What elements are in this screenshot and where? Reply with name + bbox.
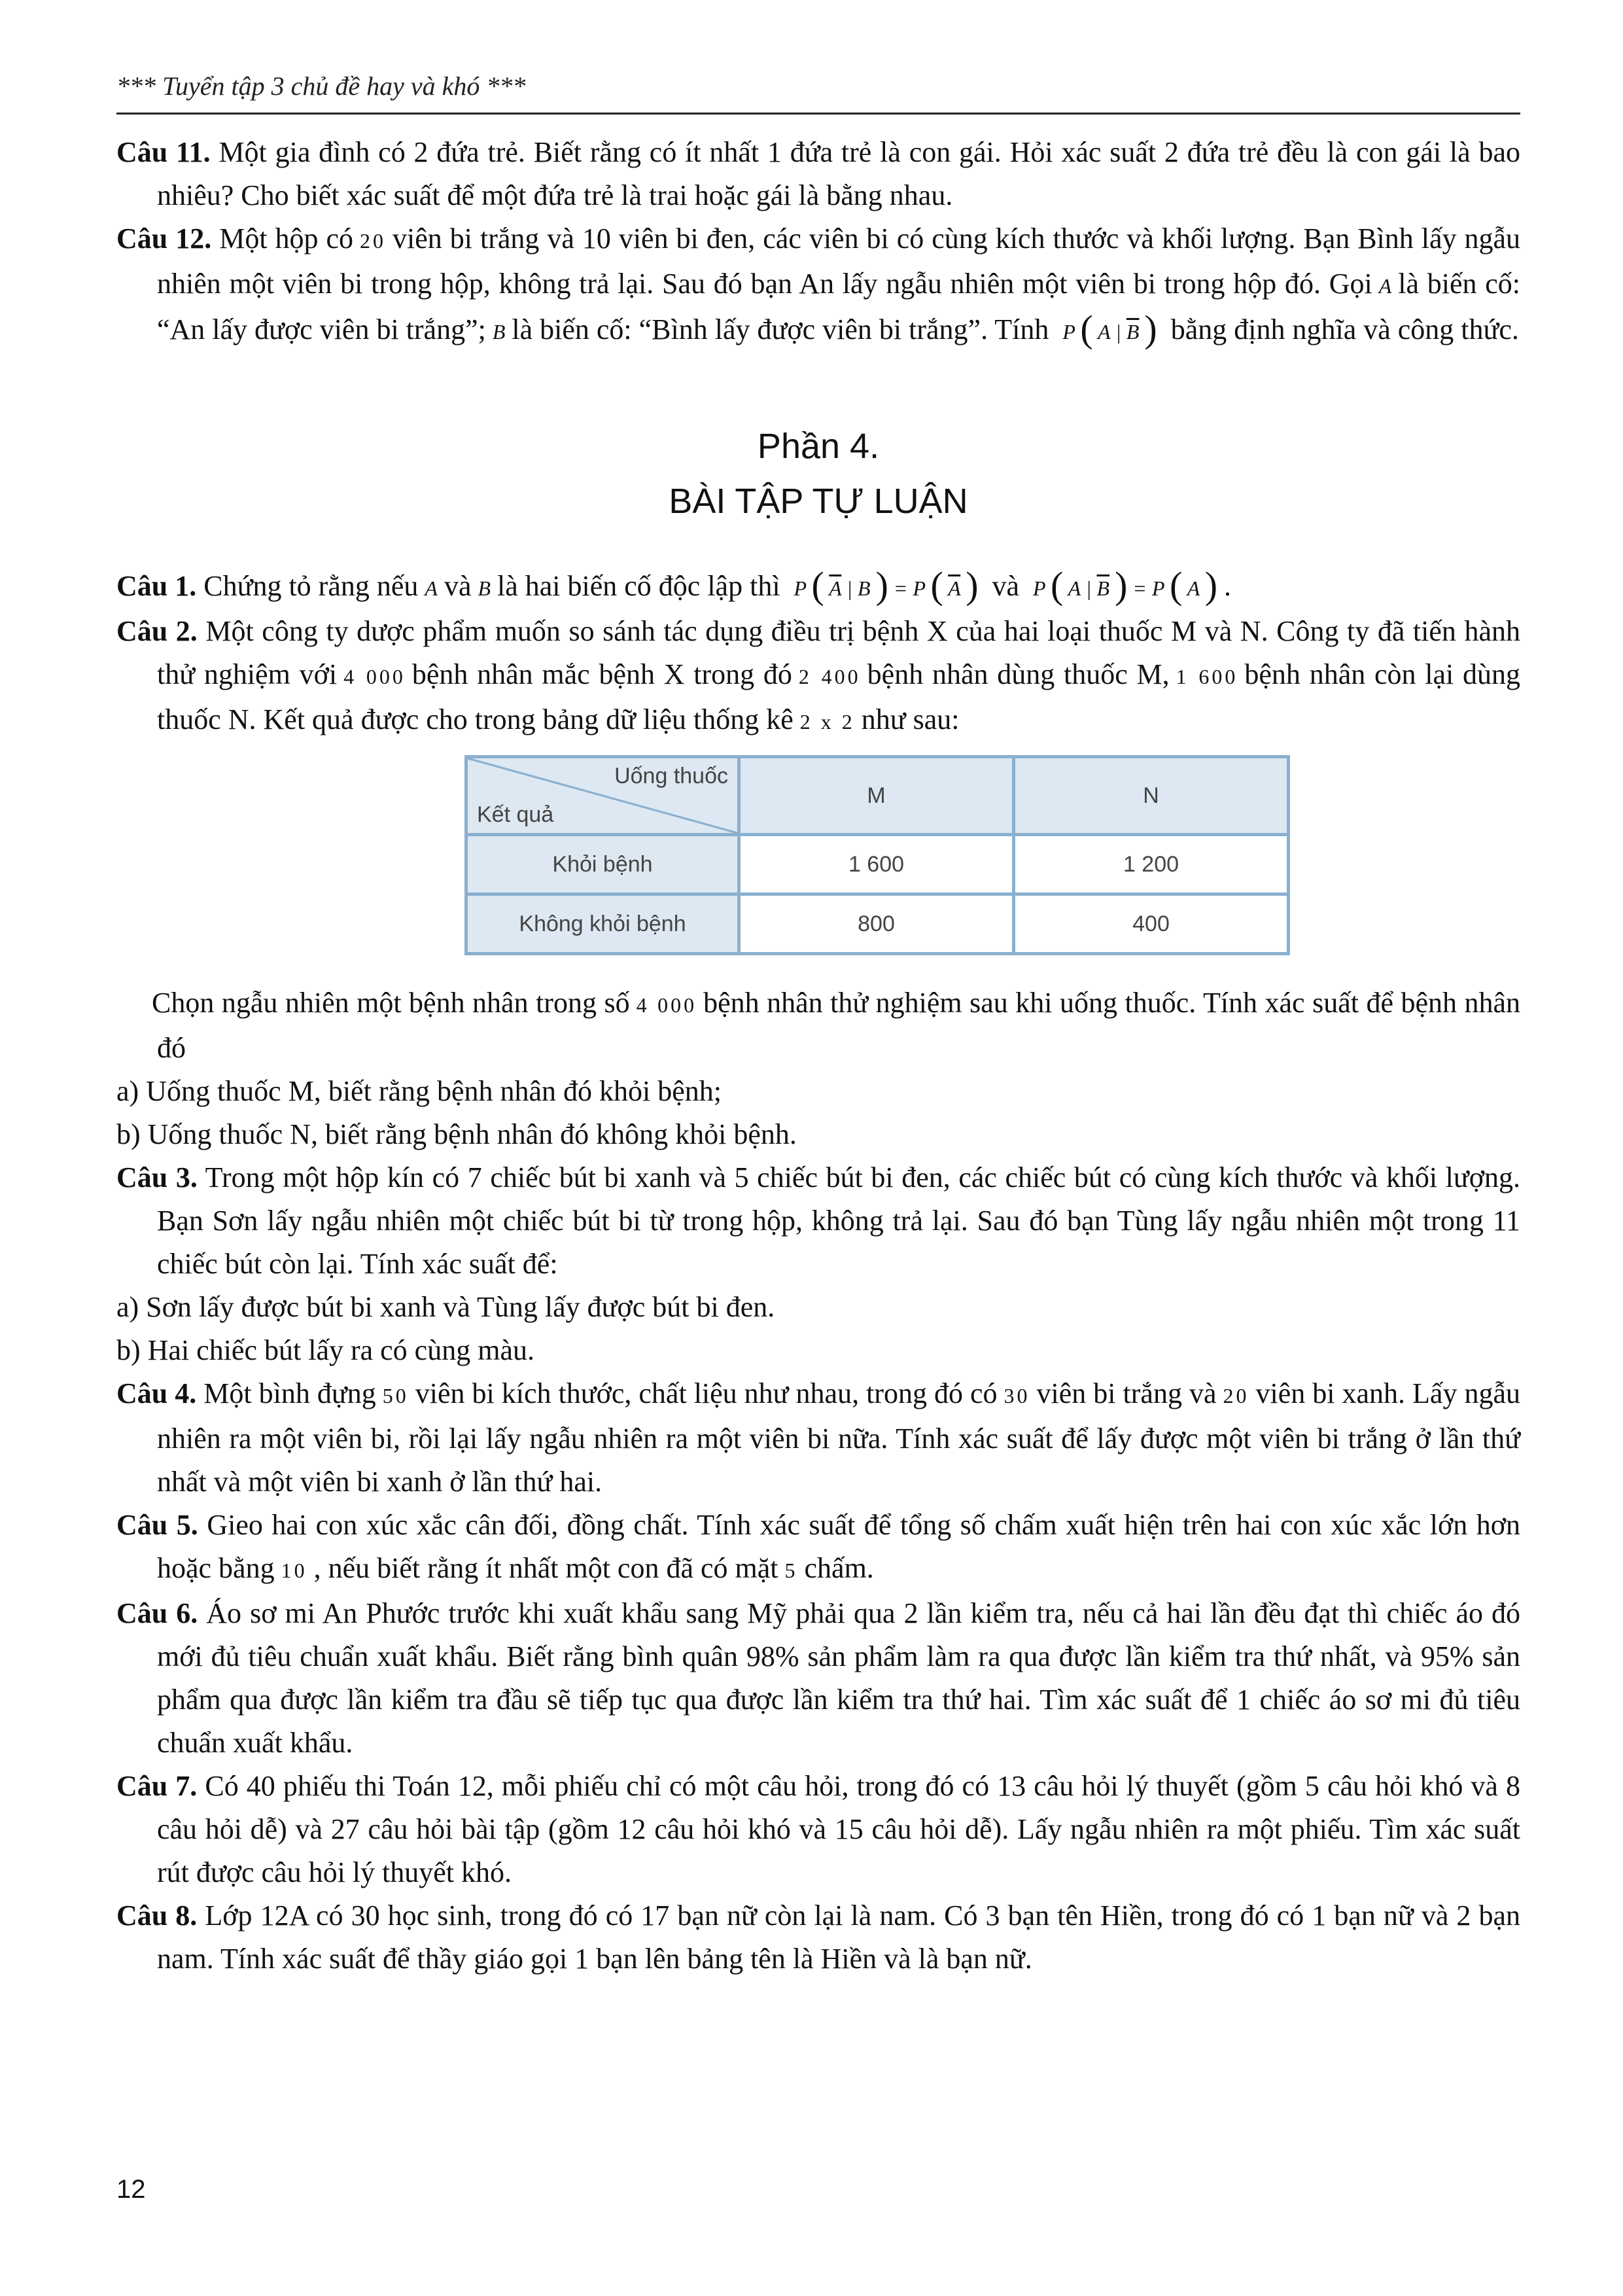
question-7 — [116, 1765, 1520, 1894]
text: là biến cố: “An lấy được viên bi trắng”; — [157, 268, 1520, 345]
results-table-wrapper — [464, 755, 1290, 955]
question-text: Trong một hộp kín có 7 chiếc bút bi xanh và 5 chiếc bút bi đen, các chiếc bút có cùng kích thước và khối lượng. Bạn Sơn lấy ngẫu nhiên một chiếc bút bi từ trong hộp, không trả lại. Sau đó bạn Tùng lấy ngẫu nhiên một trong 11 chiếc bút còn lại. Tính xác suất để: — [157, 1161, 1520, 1280]
number: 4 000 — [636, 993, 697, 1017]
question-label: Câu 7. — [116, 1770, 198, 1802]
text: như sau: — [861, 703, 960, 735]
row-label: Khỏi bệnh — [466, 835, 739, 894]
text: chấm. — [804, 1552, 874, 1584]
math-op: = — [893, 576, 908, 600]
question-11 — [116, 131, 1520, 217]
table-header-row — [466, 757, 1289, 835]
section-subtitle: BÀI TẬP TỰ LUẬN — [669, 482, 968, 521]
text: bệnh nhân còn lại dùng thuốc N. Kết quả được cho trong bảng dữ liệu thống kê — [157, 658, 1521, 735]
number: 2 400 — [798, 665, 861, 688]
math-var: B — [858, 576, 871, 600]
text: và — [444, 570, 472, 602]
column-header-m: M — [739, 757, 1014, 835]
page-content — [116, 131, 1520, 1981]
math-formula: P ( A | $\overline{B}$ ) — [1062, 308, 1157, 350]
text: , nếu biết rằng ít nhất một con đã có mặt — [313, 1552, 778, 1584]
question-text: Có 40 phiếu thi Toán 12, mỗi phiếu chỉ có một câu hỏi, trong đó có 13 câu hỏi lý thuyết (gồm 5 câu hỏi khó và 8 câu hỏi dễ) và 27 câu hỏi bài tập (gồm 12 câu hỏi khó và 15 câu hỏi dễ). Lấy ngẫu nhiên ra một phiếu. Tìm xác suất rút được câu hỏi lý thuyết khó. — [157, 1770, 1521, 1888]
text: Một công ty dược phẩm muốn so sánh tác dụng điều trị bệnh X của hai loại thuốc M và N. Công ty đã tiến hành thử nghiệm với — [157, 615, 1521, 690]
table-corner-cell — [466, 757, 739, 835]
question-3 — [116, 1156, 1520, 1286]
question-label: Câu 1. — [116, 570, 197, 602]
math-var: A — [1068, 576, 1081, 600]
question-3-part-a: a) Sơn lấy được bút bi xanh và Tùng lấy được bút bi đen. — [116, 1291, 775, 1323]
table-cell: 400 — [1014, 894, 1289, 954]
text: Chứng tỏ rằng nếu — [203, 570, 419, 602]
question-6 — [116, 1592, 1520, 1765]
math-var: A — [1378, 274, 1392, 298]
math-var: A — [1098, 320, 1111, 344]
text: là biến cố: “Bình lấy được viên bi trắng”. Tính — [512, 313, 1049, 345]
math-var: $\overline{B}$ — [1126, 320, 1140, 344]
question-label: Câu 6. — [116, 1597, 198, 1629]
number: 20 — [360, 229, 387, 253]
table-cell: 1 600 — [739, 835, 1014, 894]
question-2-part-b: b) Uống thuốc N, biết rằng bệnh nhân đó không khỏi bệnh. — [116, 1118, 797, 1150]
math-op: | — [1085, 576, 1092, 600]
question-label: Câu 8. — [116, 1899, 198, 1932]
question-2-part-a: a) Uống thuốc M, biết rằng bệnh nhân đó khỏi bệnh; — [116, 1075, 722, 1107]
math-var: $\overline{B}$ — [1096, 576, 1110, 600]
math-formula: P ( A | $\overline{B}$ ) = P ( A ) — [1033, 564, 1218, 607]
column-header-n: N — [1014, 757, 1289, 835]
results-table — [464, 755, 1290, 955]
question-12 — [116, 217, 1520, 353]
text: . — [1224, 570, 1232, 602]
math-var: A — [425, 576, 438, 600]
table-cell: 1 200 — [1014, 835, 1289, 894]
row-label: Không khỏi bệnh — [466, 894, 739, 954]
text: bệnh nhân thử nghiệm sau khi uống thuốc. Tính xác suất để bệnh nhân đó — [157, 987, 1521, 1064]
math-var: B — [492, 320, 506, 344]
corner-top-label: Uống thuốc — [614, 764, 728, 788]
number: 30 — [1003, 1384, 1030, 1407]
math-op: = — [1132, 576, 1147, 600]
number: 4 000 — [343, 665, 406, 688]
question-2-prompt — [116, 981, 1520, 1070]
question-label: Câu 12. — [116, 222, 212, 255]
question-3-part-b: b) Hai chiếc bút lấy ra có cùng màu. — [116, 1334, 534, 1366]
number: 2 x 2 — [799, 710, 855, 733]
question-text: Áo sơ mi An Phước trước khi xuất khẩu sang Mỹ phải qua 2 lần kiểm tra, nếu cả hai lần đều đạt thì chiếc áo đó mới đủ tiêu chuẩn xuất khẩu. Biết rằng bình quân 98% sản phẩm làm ra qua được lần kiểm tra thứ nhất, và 95% sản phẩm qua được lần kiểm tra đầu sẽ tiếp tục qua được lần kiểm tra thứ hai. Tìm xác suất để 1 chiếc áo sơ mi đủ tiêu chuẩn xuất khẩu. — [157, 1597, 1521, 1759]
text: bệnh nhân dùng thuốc M, — [867, 658, 1170, 690]
question-5 — [116, 1504, 1520, 1592]
question-label: Câu 5. — [116, 1509, 198, 1541]
table-row — [466, 835, 1289, 894]
math-var: B — [478, 576, 491, 600]
math-op: | — [1115, 320, 1121, 344]
table-cell: 800 — [739, 894, 1014, 954]
question-text: Lớp 12A có 30 học sinh, trong đó có 17 bạn nữ còn lại là nam. Có 3 bạn tên Hiền, trong đó có 1 bạn nữ và 2 bạn nam. Tính xác suất để thầy giáo gọi 1 bạn lên bảng tên là Hiền và là bạn nữ. — [157, 1899, 1521, 1975]
text: viên bi xanh. Lấy ngẫu nhiên ra một viên bi, rồi lại lấy ngẫu nhiên ra một viên bi nữa. Tính xác suất để lấy được một viên bi trắng ở lần thứ nhất và một viên bi xanh ở lần thứ hai. — [157, 1377, 1521, 1498]
corner-bottom-label: Kết quả — [477, 802, 554, 827]
text: Chọn ngẫu nhiên một bệnh nhân trong số — [152, 987, 630, 1019]
number: 1 600 — [1176, 665, 1238, 688]
math-var: $\overline{A}$ — [829, 576, 842, 600]
question-1 — [116, 564, 1520, 610]
math-op: | — [846, 576, 853, 600]
number: 5 — [784, 1559, 798, 1582]
question-8 — [116, 1894, 1520, 1981]
question-label: Câu 3. — [116, 1161, 198, 1193]
text: viên bi trắng và — [1036, 1377, 1217, 1409]
page-header: *** Tuyển tập 3 chủ đề hay và khó *** — [116, 71, 526, 101]
text: bệnh nhân mắc bệnh X trong đó — [411, 658, 792, 690]
text: Gieo hai con xúc xắc cân đối, đồng chất. Tính xác suất để tổng số chấm xuất hiện trên hai con xúc xắc lớn hơn hoặc bằng — [157, 1509, 1521, 1584]
question-text: Một gia đình có 2 đứa trẻ. Biết rằng có ít nhất 1 đứa trẻ là con gái. Hỏi xác suất 2 đứa trẻ đều là con gái là bao nhiêu? Cho biết xác suất để một đứa trẻ là trai hoặc gái là bằng nhau. — [157, 136, 1520, 211]
section-title: Phần 4. — [757, 427, 880, 466]
text: và — [992, 570, 1020, 602]
text: Một bình đựng — [203, 1377, 376, 1409]
math-var: P — [1062, 320, 1075, 344]
question-2 — [116, 610, 1520, 743]
number: 50 — [382, 1384, 409, 1407]
question-label: Câu 2. — [116, 615, 198, 647]
number: 20 — [1223, 1384, 1249, 1407]
math-var: P — [794, 576, 807, 600]
number: 10 — [281, 1559, 307, 1582]
text: là hai biến cố độc lập thì — [497, 570, 780, 602]
text: viên bi kích thước, chất liệu như nhau, trong đó có — [415, 1377, 998, 1409]
text: bằng định nghĩa và công thức. — [1170, 313, 1519, 345]
question-4 — [116, 1372, 1520, 1504]
question-label: Câu 4. — [116, 1377, 197, 1409]
page-number: 12 — [116, 2175, 146, 2204]
question-label: Câu 11. — [116, 136, 211, 168]
text: Một hộp có — [219, 222, 354, 255]
math-formula: P ( $\overline{A}$ | B ) = P ( $\overline{A}$ ) — [794, 564, 979, 607]
math-var: A — [1187, 576, 1200, 600]
math-var: P — [1152, 576, 1164, 600]
math-var: P — [913, 576, 926, 600]
math-var: P — [1033, 576, 1046, 600]
text: viên bi trắng và 10 viên bi đen, các viên bi có cùng kích thước và khối lượng. Bạn Bình lấy ngẫu nhiên một viên bi trong hộp, không trả lại. Sau đó bạn An lấy ngẫu nhiên một viên bi trong hộp đó. Gọi — [157, 222, 1521, 300]
math-var: $\overline{A}$ — [948, 576, 961, 600]
header-divider — [116, 113, 1520, 115]
table-row — [466, 894, 1289, 954]
